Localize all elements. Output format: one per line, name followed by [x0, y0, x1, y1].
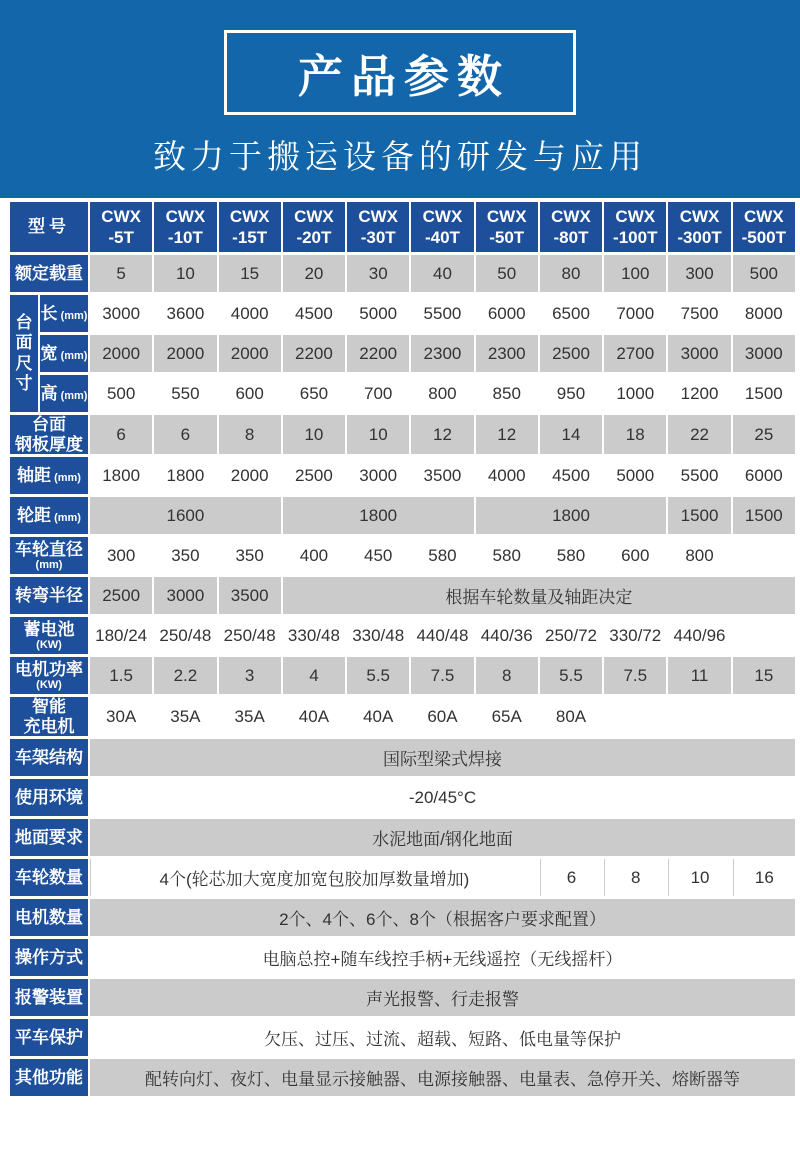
- motor-power-value: 4: [283, 657, 345, 694]
- wheelbase-value: 6000: [733, 457, 795, 494]
- rated-load-value: 40: [411, 255, 473, 292]
- row-label-alarm-device: 报警装置: [10, 979, 88, 1016]
- deck-plate-thickness-value: 8: [219, 415, 281, 454]
- model-header: CWX -80T: [540, 202, 602, 252]
- smart-charger-value: [604, 697, 795, 736]
- rated-load-value: 80: [540, 255, 602, 292]
- track-width-value: 1800: [476, 497, 667, 534]
- ground-requirement-value: 水泥地面/钢化地面: [90, 819, 795, 856]
- deck-length-value: 5000: [347, 295, 409, 332]
- deck-length-value: 6500: [540, 295, 602, 332]
- deck-width-value: 2000: [90, 335, 152, 372]
- table-row-motor-power: [10, 657, 795, 694]
- table-row-battery: [10, 617, 795, 654]
- table-row-alarm-device: [10, 979, 795, 1016]
- smart-charger-value: 65A: [476, 697, 538, 736]
- wheelbase-value: 1800: [154, 457, 216, 494]
- deck-plate-thickness-value: 6: [154, 415, 216, 454]
- smart-charger-value: 30A: [90, 697, 152, 736]
- wheelbase-value: 2500: [283, 457, 345, 494]
- turning-radius-value: 根据车轮数量及轴距决定: [283, 577, 795, 614]
- model-header: CWX -500T: [733, 202, 795, 252]
- smart-charger-value: 40A: [347, 697, 409, 736]
- deck-length-value: 3000: [90, 295, 152, 332]
- group-label: 台 面 尺 寸: [10, 295, 38, 412]
- model-header: CWX -10T: [154, 202, 216, 252]
- frame-structure-value: 国际型梁式焊接: [90, 739, 795, 776]
- deck-plate-thickness-value: 10: [283, 415, 345, 454]
- table-row-deck-length: [10, 295, 795, 332]
- product-params-title-box: [224, 30, 576, 115]
- row-label-deck-plate-thickness: 台面 钢板厚度: [10, 415, 88, 454]
- deck-length-value: 3600: [154, 295, 216, 332]
- deck-length-value: 6000: [476, 295, 538, 332]
- wheelbase-value: 4000: [476, 457, 538, 494]
- deck-width-value: 3000: [733, 335, 795, 372]
- wheelbase-value: 5000: [604, 457, 666, 494]
- smart-charger-value: 35A: [219, 697, 281, 736]
- table-row-operation-mode: [10, 939, 795, 976]
- rated-load-value: 30: [347, 255, 409, 292]
- deck-width-value: 2700: [604, 335, 666, 372]
- model-header: CWX -300T: [668, 202, 730, 252]
- table-row-wheelbase: [10, 457, 795, 494]
- row-label-deck-width: 宽 (mm): [40, 335, 88, 372]
- rated-load-value: 50: [476, 255, 538, 292]
- row-label-motor-count: 电机数量: [10, 899, 88, 936]
- operation-mode-value: 电脑总控+随车线控手柄+无线遥控（无线摇杆）: [90, 939, 795, 976]
- wheelbase-value: 5500: [668, 457, 730, 494]
- battery-value: 330/72: [604, 617, 666, 654]
- table-row-platform-protection: [10, 1019, 795, 1056]
- deck-height-value: 1200: [668, 375, 730, 412]
- battery-value: 250/72: [540, 617, 602, 654]
- table-row-wheel-count: [10, 859, 795, 896]
- smart-charger-value: 80A: [540, 697, 602, 736]
- battery-value: 440/96: [668, 617, 730, 654]
- battery-value: 330/48: [283, 617, 345, 654]
- deck-length-value: 4500: [283, 295, 345, 332]
- rated-load-value: 100: [604, 255, 666, 292]
- deck-width-value: 2000: [219, 335, 281, 372]
- wheel-diameter-value: 580: [476, 537, 538, 574]
- row-label-other-functions: 其他功能: [10, 1059, 88, 1096]
- motor-power-value: 5.5: [540, 657, 602, 694]
- turning-radius-value: 3000: [154, 577, 216, 614]
- battery-value: 440/36: [476, 617, 538, 654]
- wheel-diameter-value: 350: [219, 537, 281, 574]
- top-banner: [0, 0, 800, 198]
- track-width-value: 1600: [90, 497, 281, 534]
- deck-plate-thickness-value: 22: [668, 415, 730, 454]
- smart-charger-value: 35A: [154, 697, 216, 736]
- platform-protection-value: 欠压、过压、过流、超载、短路、低电量等保护: [90, 1019, 795, 1056]
- track-width-value: 1800: [283, 497, 474, 534]
- row-label-wheel-diameter: 车轮直径 (mm): [10, 537, 88, 574]
- motor-power-value: 1.5: [90, 657, 152, 694]
- table-row-deck-plate-thickness: [10, 415, 795, 454]
- wheel-diameter-value: 300: [90, 537, 152, 574]
- turning-radius-value: 3500: [219, 577, 281, 614]
- battery-value: 330/48: [347, 617, 409, 654]
- track-width-value: 1500: [668, 497, 730, 534]
- motor-power-value: 8: [476, 657, 538, 694]
- row-label-ground-requirement: 地面要求: [10, 819, 88, 856]
- table-row-operating-environment: [10, 779, 795, 816]
- table-row-smart-charger: [10, 697, 795, 736]
- table-row-frame-structure: [10, 739, 795, 776]
- wheelbase-value: 3500: [411, 457, 473, 494]
- wheel-count-value: 16: [733, 859, 795, 896]
- wheel-count-value: 4个(轮芯加大宽度加宽包胶加厚数量增加): [90, 859, 538, 896]
- wheelbase-value: 1800: [90, 457, 152, 494]
- wheel-diameter-value: [733, 537, 795, 574]
- wheel-diameter-value: 580: [411, 537, 473, 574]
- wheelbase-value: 2000: [219, 457, 281, 494]
- wheelbase-value: 3000: [347, 457, 409, 494]
- deck-width-value: 2300: [411, 335, 473, 372]
- deck-height-value: 500: [90, 375, 152, 412]
- deck-length-value: 7000: [604, 295, 666, 332]
- table-row-track-width: [10, 497, 795, 534]
- table-row-other-functions: [10, 1059, 795, 1096]
- wheel-diameter-value: 580: [540, 537, 602, 574]
- spec-table-body: [10, 202, 795, 1096]
- deck-plate-thickness-value: 10: [347, 415, 409, 454]
- motor-power-value: 15: [733, 657, 795, 694]
- deck-height-value: 700: [347, 375, 409, 412]
- model-header: CWX -40T: [411, 202, 473, 252]
- model-header: CWX -30T: [347, 202, 409, 252]
- deck-plate-thickness-value: 25: [733, 415, 795, 454]
- spec-table: [8, 199, 797, 1099]
- motor-power-value: 5.5: [347, 657, 409, 694]
- rated-load-value: 300: [668, 255, 730, 292]
- row-label-operation-mode: 操作方式: [10, 939, 88, 976]
- deck-plate-thickness-value: 14: [540, 415, 602, 454]
- rated-load-value: 500: [733, 255, 795, 292]
- row-label-rated-load: 额定载重: [10, 255, 88, 292]
- model-header: CWX -20T: [283, 202, 345, 252]
- row-label-frame-structure: 车架结构: [10, 739, 88, 776]
- motor-power-value: 7.5: [411, 657, 473, 694]
- table-row-turning-radius: [10, 577, 795, 614]
- model-header: CWX -15T: [219, 202, 281, 252]
- deck-width-value: 2000: [154, 335, 216, 372]
- deck-height-value: 600: [219, 375, 281, 412]
- deck-length-value: 5500: [411, 295, 473, 332]
- deck-plate-thickness-value: 12: [476, 415, 538, 454]
- table-row-deck-width: [10, 335, 795, 372]
- wheelbase-value: 4500: [540, 457, 602, 494]
- row-label-operating-environment: 使用环境: [10, 779, 88, 816]
- banner-subtitle: 致力于搬运设备的研发与应用: [153, 138, 647, 175]
- deck-width-value: 2500: [540, 335, 602, 372]
- deck-plate-thickness-value: 6: [90, 415, 152, 454]
- battery-value: 440/48: [411, 617, 473, 654]
- row-label-deck-length: 长 (mm): [40, 295, 88, 332]
- row-label-turning-radius: 转弯半径: [10, 577, 88, 614]
- row-label-motor-power: 电机功率 (KW): [10, 657, 88, 694]
- model-header: CWX -5T: [90, 202, 152, 252]
- deck-length-value: 7500: [668, 295, 730, 332]
- wheel-count-value: 8: [604, 859, 666, 896]
- wheel-diameter-value: 350: [154, 537, 216, 574]
- deck-height-value: 850: [476, 375, 538, 412]
- deck-height-value: 800: [411, 375, 473, 412]
- wheel-diameter-value: 450: [347, 537, 409, 574]
- battery-value: 250/48: [154, 617, 216, 654]
- deck-height-value: 550: [154, 375, 216, 412]
- model-header: CWX -100T: [604, 202, 666, 252]
- other-functions-value: 配转向灯、夜灯、电量显示接触器、电源接触器、电量表、急停开关、熔断器等: [90, 1059, 795, 1096]
- row-label-wheelbase: 轴距 (mm): [10, 457, 88, 494]
- table-row-rated-load: [10, 255, 795, 292]
- deck-height-value: 1000: [604, 375, 666, 412]
- wheel-diameter-value: 600: [604, 537, 666, 574]
- deck-length-value: 4000: [219, 295, 281, 332]
- rated-load-value: 20: [283, 255, 345, 292]
- motor-power-value: 3: [219, 657, 281, 694]
- smart-charger-value: 60A: [411, 697, 473, 736]
- row-label-deck-height: 高 (mm): [40, 375, 88, 412]
- rated-load-value: 5: [90, 255, 152, 292]
- rated-load-value: 10: [154, 255, 216, 292]
- deck-width-value: 2200: [347, 335, 409, 372]
- alarm-device-value: 声光报警、行走报警: [90, 979, 795, 1016]
- row-label-smart-charger: 智能 充电机: [10, 697, 88, 736]
- turning-radius-value: 2500: [90, 577, 152, 614]
- motor-power-value: 11: [668, 657, 730, 694]
- battery-value: [733, 617, 795, 654]
- deck-width-value: 2200: [283, 335, 345, 372]
- deck-width-value: 2300: [476, 335, 538, 372]
- battery-value: 180/24: [90, 617, 152, 654]
- row-label-platform-protection: 平车保护: [10, 1019, 88, 1056]
- deck-plate-thickness-value: 12: [411, 415, 473, 454]
- battery-value: 250/48: [219, 617, 281, 654]
- wheel-count-value: 6: [540, 859, 602, 896]
- model-header: CWX -50T: [476, 202, 538, 252]
- deck-plate-thickness-value: 18: [604, 415, 666, 454]
- deck-height-value: 1500: [733, 375, 795, 412]
- track-width-value: 1500: [733, 497, 795, 534]
- table-row-motor-count: [10, 899, 795, 936]
- table-row-deck-height: [10, 375, 795, 412]
- wheel-diameter-value: 400: [283, 537, 345, 574]
- wheel-count-value: 10: [668, 859, 730, 896]
- rated-load-value: 15: [219, 255, 281, 292]
- deck-length-value: 8000: [733, 295, 795, 332]
- row-label-track-width: 轮距 (mm): [10, 497, 88, 534]
- smart-charger-value: 40A: [283, 697, 345, 736]
- motor-count-value: 2个、4个、6个、8个（根据客户要求配置）: [90, 899, 795, 936]
- table-row-wheel-diameter: [10, 537, 795, 574]
- row-label-wheel-count: 车轮数量: [10, 859, 88, 896]
- motor-power-value: 2.2: [154, 657, 216, 694]
- row-label-battery: 蓄电池 (KW): [10, 617, 88, 654]
- wheel-diameter-value: 800: [668, 537, 730, 574]
- corner-label: 型号: [10, 202, 88, 252]
- deck-width-value: 3000: [668, 335, 730, 372]
- motor-power-value: 7.5: [604, 657, 666, 694]
- operating-environment-value: -20/45°C: [90, 779, 795, 816]
- deck-height-value: 650: [283, 375, 345, 412]
- page-title: 产品参数: [297, 51, 510, 102]
- deck-height-value: 950: [540, 375, 602, 412]
- table-row-ground-requirement: [10, 819, 795, 856]
